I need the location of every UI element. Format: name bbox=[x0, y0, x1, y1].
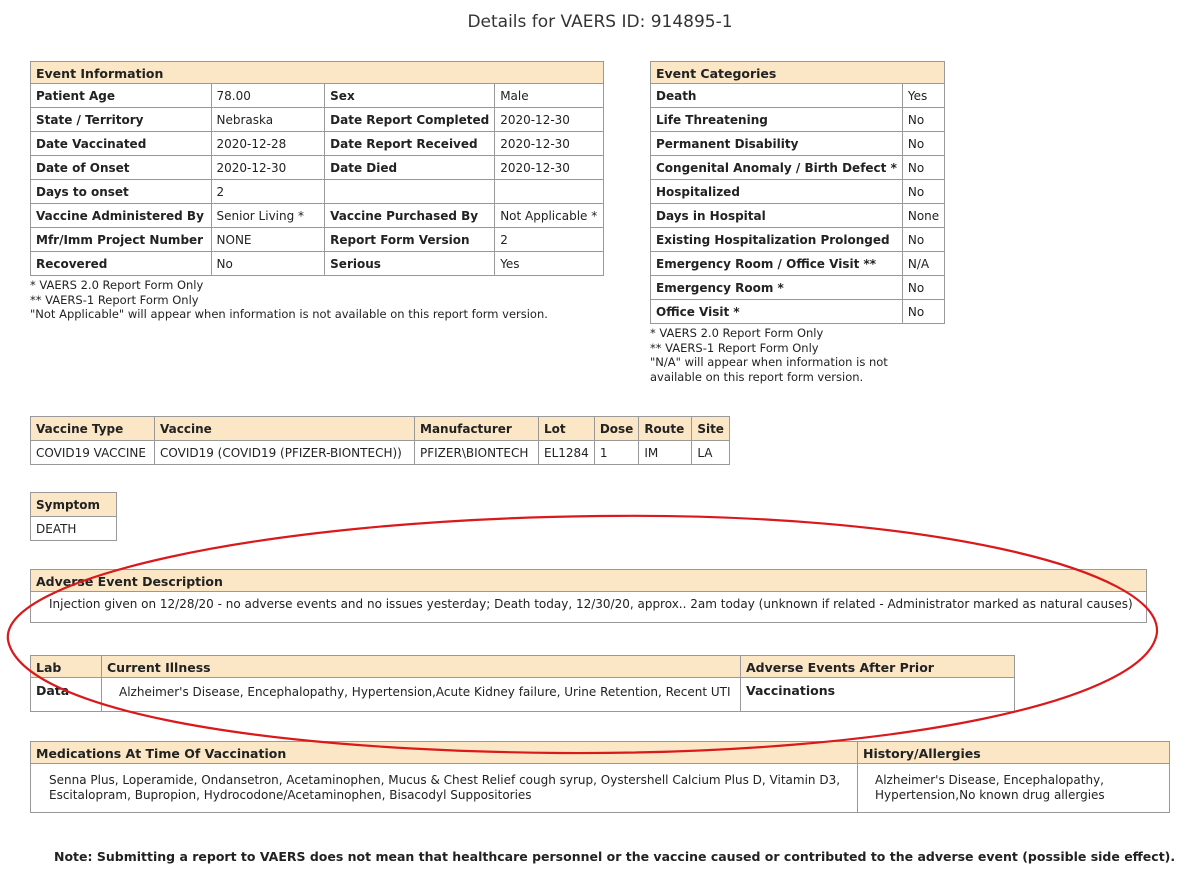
ec-note-2: ** VAERS-1 Report Form Only bbox=[650, 340, 819, 355]
prior-vaccinations-value bbox=[740, 678, 1015, 712]
event-info-label: Vaccine Purchased By bbox=[325, 204, 495, 228]
event-info-row bbox=[31, 108, 604, 132]
annotation-ellipse-path bbox=[8, 516, 1157, 753]
ec-note-1: * VAERS 2.0 Report Form Only bbox=[650, 326, 824, 340]
vaccine-cell: COVID19 VACCINE bbox=[31, 441, 155, 465]
event-info-value: Not Applicable * bbox=[495, 204, 604, 228]
event-info-value: Yes bbox=[495, 252, 604, 276]
event-info-label: Mfr/Imm Project Number bbox=[31, 228, 212, 252]
event-category-row bbox=[651, 84, 945, 108]
event-category-row bbox=[651, 204, 945, 228]
event-info-value: NONE bbox=[211, 228, 325, 252]
event-category-label: Permanent Disability bbox=[651, 132, 903, 156]
event-category-value: No bbox=[902, 276, 944, 300]
event-info-value: 2020-12-28 bbox=[211, 132, 325, 156]
event-info-value: 78.00 bbox=[211, 84, 325, 108]
medications-text bbox=[30, 764, 858, 813]
event-info-value: 2020-12-30 bbox=[495, 132, 604, 156]
vaccine-cell: IM bbox=[639, 441, 692, 465]
symptom-header: Symptom bbox=[31, 493, 117, 517]
event-info-label: Serious bbox=[325, 252, 495, 276]
prior-vaccinations-header: Adverse Events After Prior Vaccinations bbox=[740, 655, 1015, 678]
event-info-value: 2 bbox=[495, 228, 604, 252]
event-categories-header: Event Categories bbox=[650, 61, 945, 84]
event-info-row bbox=[31, 180, 604, 204]
vaccine-cell: EL1284 bbox=[539, 441, 595, 465]
vaccine-column-header: Site bbox=[692, 417, 730, 441]
event-information-panel bbox=[30, 61, 604, 322]
vaccine-cell: PFIZER\BIONTECH bbox=[415, 441, 539, 465]
event-categories-table bbox=[650, 83, 945, 324]
symptom-value: DEATH bbox=[31, 517, 117, 541]
event-category-row bbox=[651, 228, 945, 252]
history-line-1: Alzheimer's Disease, Encephalopathy, bbox=[875, 773, 1104, 787]
vaccine-table bbox=[30, 416, 730, 465]
event-category-value: No bbox=[902, 228, 944, 252]
event-info-label: Date Died bbox=[325, 156, 495, 180]
adverse-event-panel bbox=[30, 569, 1147, 623]
ei-note-1: * VAERS 2.0 Report Form Only bbox=[30, 278, 204, 292]
event-category-row bbox=[651, 300, 945, 324]
event-category-label: Death bbox=[651, 84, 903, 108]
event-info-value: 2 bbox=[211, 180, 325, 204]
vaccine-column-header: Route bbox=[639, 417, 692, 441]
medications-panel bbox=[30, 741, 1170, 813]
medications-line-1: Senna Plus, Loperamide, Ondansetron, Acetaminophen, Mucus & Chest Relief cough syrup, Oystershell Calcium Plus D, Vitamin D3, bbox=[49, 773, 841, 787]
vaccine-column-header: Lot bbox=[539, 417, 595, 441]
vaccine-column-header: Vaccine bbox=[155, 417, 415, 441]
event-categories-panel bbox=[650, 61, 945, 384]
medications-header: Medications At Time Of Vaccination bbox=[30, 741, 858, 764]
event-info-label: Patient Age bbox=[31, 84, 212, 108]
event-info-value bbox=[495, 180, 604, 204]
event-info-value: Nebraska bbox=[211, 108, 325, 132]
page-title: Details for VAERS ID: 914895-1 bbox=[467, 12, 733, 32]
event-category-label: Hospitalized bbox=[651, 180, 903, 204]
event-info-label: Days to onset bbox=[31, 180, 212, 204]
ec-note-4: available on this report form version. bbox=[650, 369, 864, 384]
event-category-value: No bbox=[902, 300, 944, 324]
event-info-label: Recovered bbox=[31, 252, 212, 276]
ei-note-2: ** VAERS-1 Report Form Only bbox=[30, 292, 199, 307]
event-category-label: Emergency Room / Office Visit ** bbox=[651, 252, 903, 276]
event-category-value: N/A bbox=[902, 252, 944, 276]
event-info-value: 2020-12-30 bbox=[211, 156, 325, 180]
vaccine-cell: LA bbox=[692, 441, 730, 465]
event-info-row bbox=[31, 84, 604, 108]
event-category-label: Days in Hospital bbox=[651, 204, 903, 228]
event-info-row bbox=[31, 228, 604, 252]
history-header: History/Allergies bbox=[857, 741, 1170, 764]
event-category-label: Office Visit * bbox=[651, 300, 903, 324]
event-info-label: Vaccine Administered By bbox=[31, 204, 212, 228]
event-info-value: 2020-12-30 bbox=[495, 156, 604, 180]
symptom-table bbox=[30, 492, 117, 541]
vaccine-column-header: Vaccine Type bbox=[31, 417, 155, 441]
event-info-label: Sex bbox=[325, 84, 495, 108]
event-category-row bbox=[651, 156, 945, 180]
event-info-label: Date Report Completed bbox=[325, 108, 495, 132]
lab-data-value bbox=[30, 678, 102, 712]
event-category-value: No bbox=[902, 156, 944, 180]
event-info-row bbox=[31, 204, 604, 228]
adverse-event-header: Adverse Event Description bbox=[30, 569, 1147, 592]
event-info-label: Date Report Received bbox=[325, 132, 495, 156]
event-info-value: 2020-12-30 bbox=[495, 108, 604, 132]
event-category-label: Congenital Anomaly / Birth Defect * bbox=[651, 156, 903, 180]
event-info-value: Male bbox=[495, 84, 604, 108]
ec-note-3: "N/A" will appear when information is not bbox=[650, 355, 888, 369]
event-category-row bbox=[651, 132, 945, 156]
event-info-label bbox=[325, 180, 495, 204]
event-category-value: No bbox=[902, 132, 944, 156]
event-category-value: None bbox=[902, 204, 944, 228]
lab-illness-panel bbox=[30, 655, 1015, 712]
event-category-row bbox=[651, 180, 945, 204]
event-info-label: Date of Onset bbox=[31, 156, 212, 180]
event-info-value: Senior Living * bbox=[211, 204, 325, 228]
event-category-label: Existing Hospitalization Prolonged bbox=[651, 228, 903, 252]
event-info-label: Report Form Version bbox=[325, 228, 495, 252]
event-information-header: Event Information bbox=[30, 61, 604, 84]
event-category-value: No bbox=[902, 180, 944, 204]
event-info-label: Date Vaccinated bbox=[31, 132, 212, 156]
history-text bbox=[857, 764, 1170, 813]
event-info-label: State / Territory bbox=[31, 108, 212, 132]
current-illness-header: Current Illness bbox=[101, 655, 741, 678]
event-info-row bbox=[31, 132, 604, 156]
event-category-label: Emergency Room * bbox=[651, 276, 903, 300]
lab-data-header: Lab Data bbox=[30, 655, 102, 678]
vaccine-column-header: Dose bbox=[594, 417, 639, 441]
event-category-value: No bbox=[902, 108, 944, 132]
event-info-value: No bbox=[211, 252, 325, 276]
event-info-row bbox=[31, 252, 604, 276]
ei-note-3: "Not Applicable" will appear when information is not available on this report form version. bbox=[30, 307, 548, 321]
footer-note: Note: Submitting a report to VAERS does not mean that healthcare personnel or the vaccine caused or contributed to the adverse event (possible side effect). bbox=[54, 849, 1176, 864]
event-info-row bbox=[31, 156, 604, 180]
vaccine-column-header: Manufacturer bbox=[415, 417, 539, 441]
event-category-row bbox=[651, 252, 945, 276]
medications-line-2: Escitalopram, Bupropion, Hydrocodone/Acetaminophen, Bisacodyl Suppositories bbox=[49, 788, 532, 802]
history-line-2: Hypertension,No known drug allergies bbox=[875, 788, 1105, 802]
vaccine-cell: 1 bbox=[594, 441, 639, 465]
event-category-value: Yes bbox=[902, 84, 944, 108]
vaccine-cell: COVID19 (COVID19 (PFIZER-BIONTECH)) bbox=[155, 441, 415, 465]
event-information-table bbox=[30, 83, 604, 276]
event-category-label: Life Threatening bbox=[651, 108, 903, 132]
current-illness-text: Alzheimer's Disease, Encephalopathy, Hypertension,Acute Kidney failure, Urine Retention, Recent UTI bbox=[101, 678, 741, 712]
adverse-event-text: Injection given on 12/28/20 - no adverse events and no issues yesterday; Death today, 12/30/20, approx.. 2am today (unknown if related - Administrator marked as natural causes) bbox=[30, 592, 1147, 623]
event-category-row bbox=[651, 276, 945, 300]
event-category-row bbox=[651, 108, 945, 132]
